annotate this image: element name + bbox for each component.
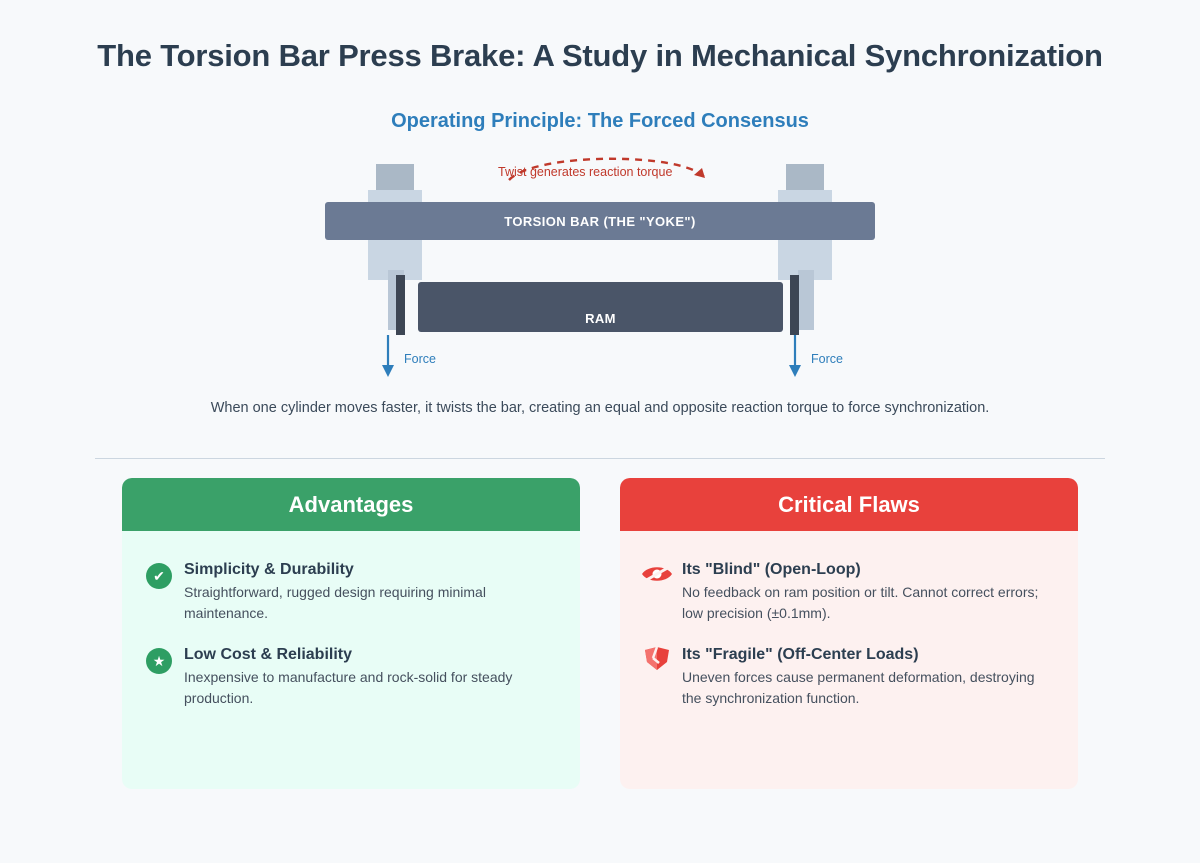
check-circle-icon xyxy=(146,563,172,589)
list-item-text xyxy=(184,646,552,709)
list-item-text xyxy=(184,561,552,624)
list-item-desc: No feedback on ram position or tilt. Cannot correct errors; low precision (±0.1mm). xyxy=(682,584,1039,621)
right-force-label: Force xyxy=(811,352,843,366)
list-item xyxy=(146,561,552,624)
comparison-cards xyxy=(122,478,1078,789)
list-item-title: Simplicity & Durability xyxy=(184,561,354,578)
list-item xyxy=(644,646,1050,709)
critical-flaws-card-title: Critical Flaws xyxy=(778,491,920,517)
broken-shield-icon xyxy=(640,646,674,677)
left-linkage-arm xyxy=(396,275,405,335)
torsion-bar-label: TORSION BAR (THE "YOKE") xyxy=(504,213,696,229)
list-item-desc: Inexpensive to manufacture and rock-solid for steady production. xyxy=(184,669,513,706)
right-linkage-arm xyxy=(790,275,799,335)
critical-flaws-card xyxy=(620,478,1078,789)
right-force-indicator xyxy=(787,335,857,385)
right-cylinder-rod xyxy=(798,270,814,330)
down-arrow-icon xyxy=(787,335,811,381)
list-item-title: Low Cost & Reliability xyxy=(184,646,353,663)
advantages-card-title: Advantages xyxy=(288,491,414,517)
list-item-title: Its "Blind" (Open-Loop) xyxy=(682,561,861,578)
critical-flaws-card-body xyxy=(620,531,1078,789)
star-circle-icon xyxy=(146,648,172,674)
ram-block xyxy=(418,282,783,332)
left-cylinder-cap xyxy=(376,164,414,190)
left-force-indicator xyxy=(380,335,450,385)
list-item-text xyxy=(682,646,1050,709)
list-item-desc: Straightforward, rugged design requiring minimal maintenance. xyxy=(184,584,486,621)
page-title: The Torsion Bar Press Brake: A Study in Mechanical Synchronization xyxy=(97,38,1103,73)
list-item xyxy=(146,646,552,709)
down-arrow-icon xyxy=(380,335,404,381)
advantages-card-body xyxy=(122,531,580,789)
ram-label: RAM xyxy=(585,311,616,326)
critical-flaws-card-header xyxy=(620,478,1078,531)
list-item-text xyxy=(682,561,1050,624)
right-cylinder-cap xyxy=(786,164,824,190)
press-brake-diagram xyxy=(300,150,900,400)
advantages-card-header xyxy=(122,478,580,531)
star-glyph: ★ xyxy=(152,653,166,669)
advantages-card xyxy=(122,478,580,789)
list-item-title: Its "Fragile" (Off-Center Loads) xyxy=(682,646,919,663)
left-force-label: Force xyxy=(404,352,436,366)
eye-slash-icon xyxy=(640,561,674,590)
diagram-caption-text: When one cylinder moves faster, it twists the bar, creating an equal and opposite reaction torque to force synchronization. xyxy=(210,400,990,416)
list-item-desc: Uneven forces cause permanent deformation, destroying the synchronization function. xyxy=(682,669,1035,706)
section-heading: Operating Principle: The Forced Consensus xyxy=(391,110,809,132)
torsion-bar xyxy=(325,202,875,240)
section-divider xyxy=(95,458,1105,459)
list-item xyxy=(644,561,1050,624)
check-glyph: ✔ xyxy=(153,568,165,584)
diagram-caption xyxy=(0,397,1200,419)
twist-torque-label: Twist generates reaction torque xyxy=(498,165,673,179)
